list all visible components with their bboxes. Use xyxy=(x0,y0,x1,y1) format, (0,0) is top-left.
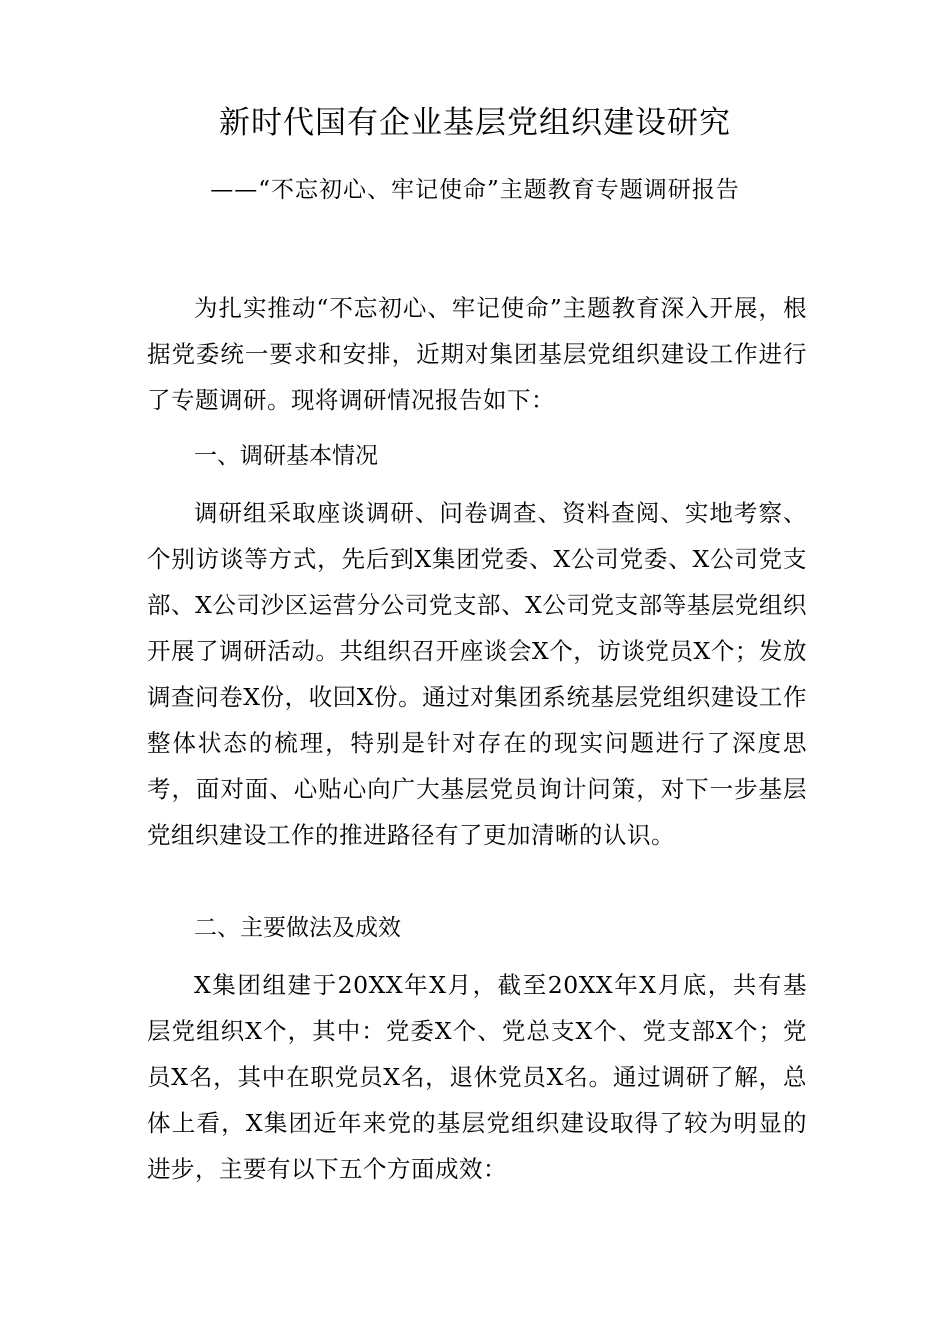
section-heading-2: 二、主要做法及成效 xyxy=(194,915,401,941)
section-body-1: 调研组采取座谈调研、问卷调查、资料查阅、实地考察、个别访谈等方式，先后到X集团党委、X公司党委、X公司党支部、X公司沙区运营分公司党支部、X公司党支部等基层党组织开展了调研活动。共组织召开座谈会X个，访谈党员X个；发放调查问卷X份，收回X份。通过对集团系统基层党组织建设工作整体状态的梳理，特别是针对存在的现实问题进行了深度思考，面对面、心贴心向广大基层党员询计问策，对下一步基层党组织建设工作的推进路径有了更加清晰的认识。 xyxy=(147,499,807,849)
document-subtitle: ——“不忘初心、牢记使命”主题教育专题调研报告 xyxy=(210,177,740,203)
document-title: 新时代国有企业基层党组织建设研究 xyxy=(219,105,731,141)
section-body-2: X集团组建于20XX年X月，截至20XX年X月底，共有基层党组织X个，其中：党委X个、党总支X个、党支部X个；党员X名，其中在职党员X名，退休党员X名。通过调研了解，总体上看，X集团近年来党的基层党组织建设取得了较为明显的进步，主要有以下五个方面成效： xyxy=(147,971,807,1183)
section-heading-1: 一、调研基本情况 xyxy=(194,443,378,469)
intro-paragraph: 为扎实推动“不忘初心、牢记使命”主题教育深入开展，根据党委统一要求和安排，近期对集团基层党组织建设工作进行了专题调研。现将调研情况报告如下： xyxy=(147,294,807,414)
